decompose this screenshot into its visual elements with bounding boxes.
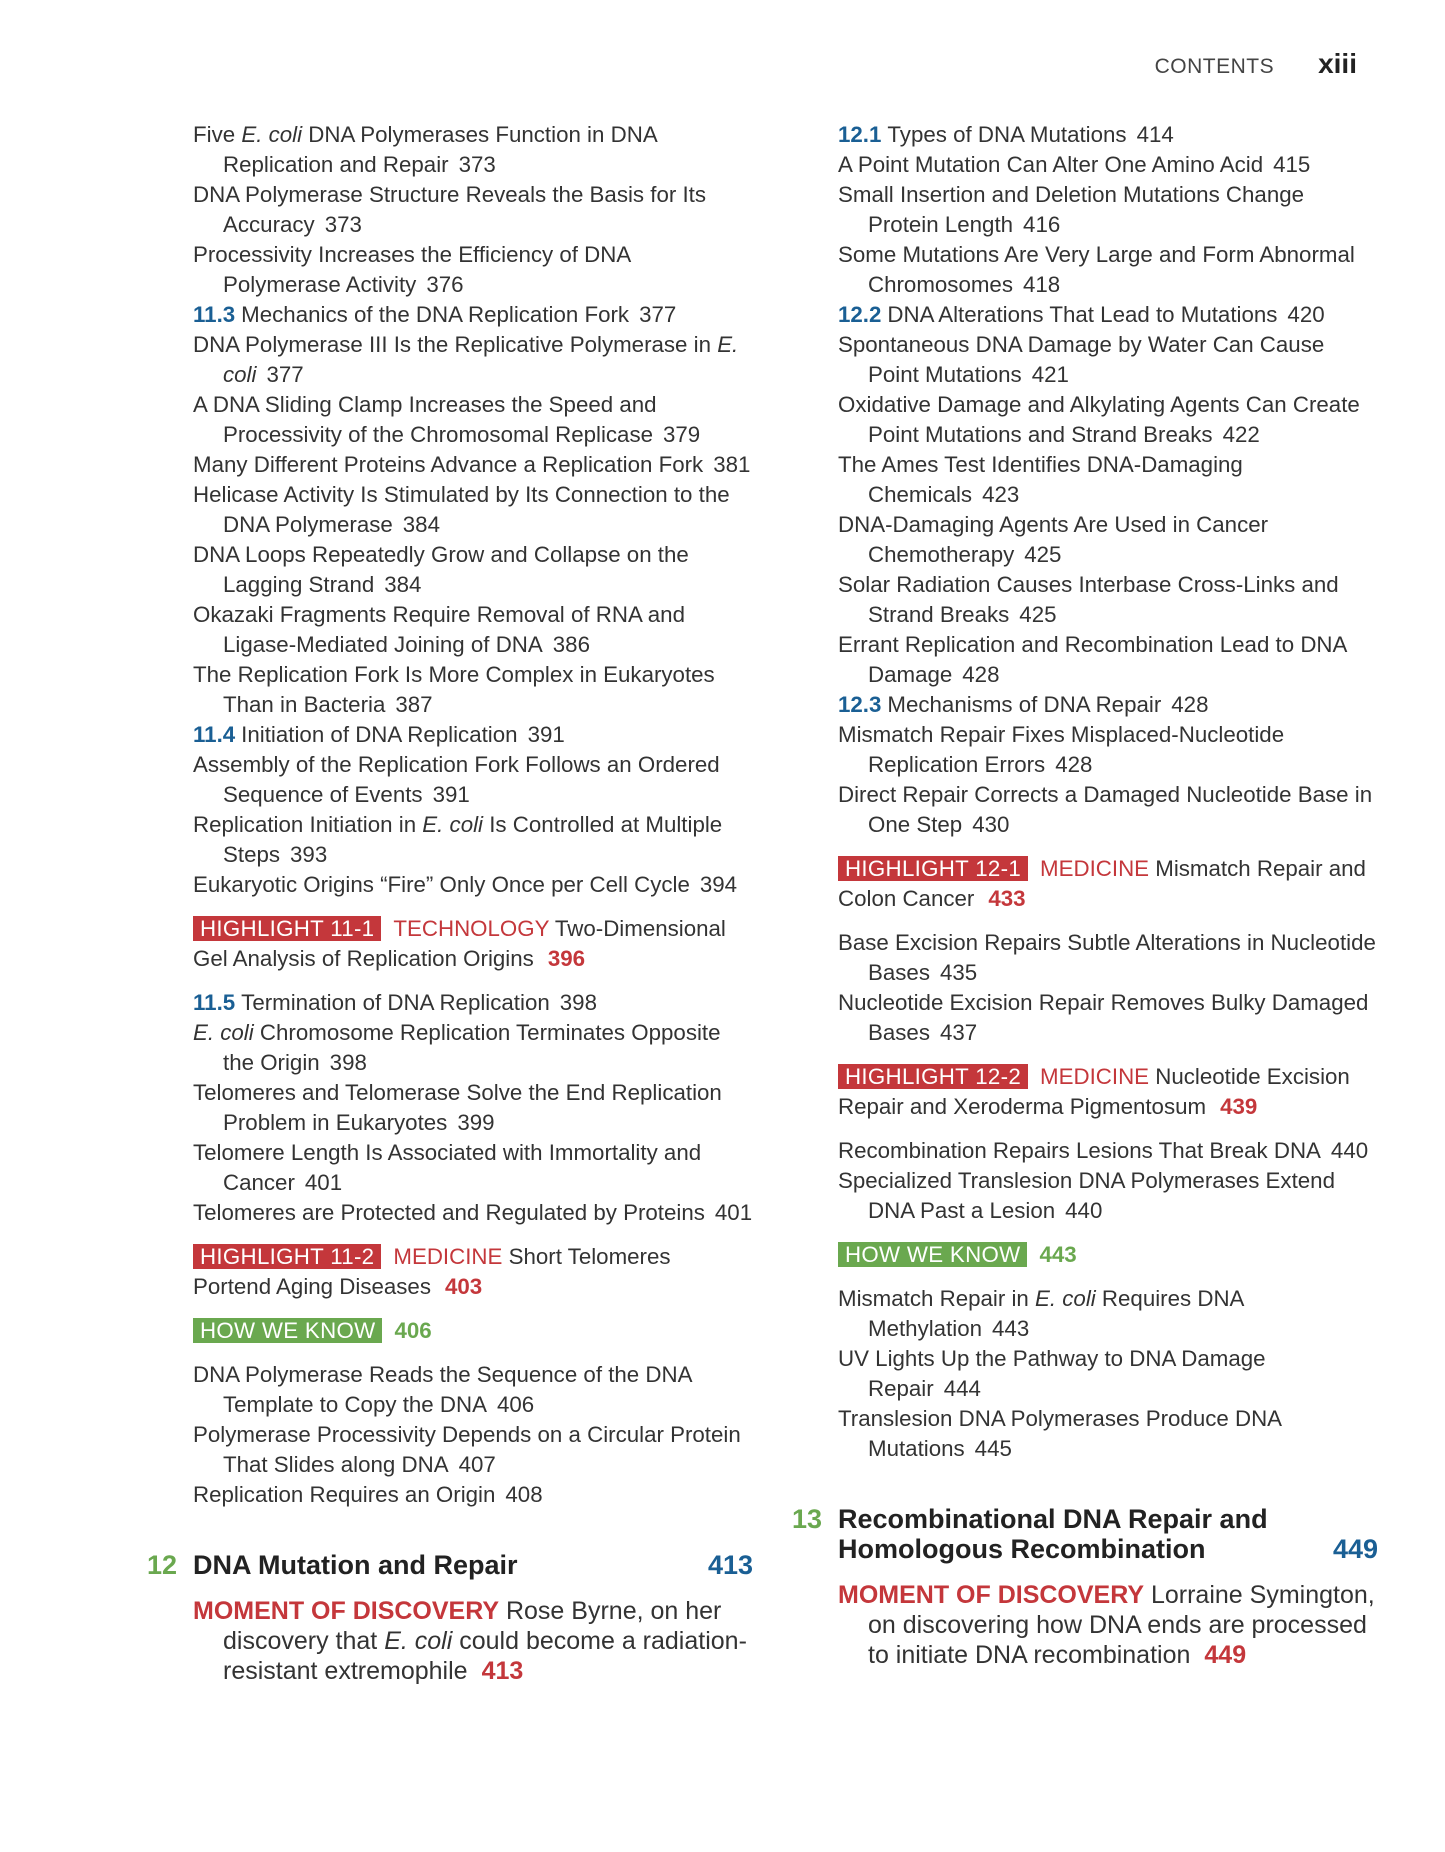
right-column	[792, 120, 1378, 1670]
entry-title-italic: E. coli	[223, 332, 739, 387]
toc-entry	[838, 928, 1378, 988]
toc-entry	[193, 1198, 753, 1228]
entry-title: The Ames Test Identifies DNA-Damaging Chemicals	[838, 452, 1243, 507]
entry-group	[838, 330, 1378, 690]
entry-page: 440	[1065, 1198, 1103, 1223]
entry-title: Replication Requires an Origin	[193, 1482, 496, 1507]
left-column	[147, 120, 753, 1686]
section-page: 391	[527, 722, 565, 747]
toc-entry	[193, 660, 753, 720]
entry-page: 444	[943, 1376, 981, 1401]
highlight-page: 439	[1220, 1094, 1258, 1119]
how-we-know-tag: HOW WE KNOW	[193, 1318, 382, 1343]
section-12-1	[838, 120, 1378, 150]
entry-title: Helicase Activity Is Stimulated by Its Connection to the DNA Polymerase	[193, 482, 730, 537]
chapter-page: 449	[1332, 1534, 1378, 1564]
section-page: 414	[1136, 122, 1174, 147]
highlight-page: 403	[444, 1274, 483, 1299]
entry-page: 428	[962, 662, 1000, 687]
chapter-number: 13	[792, 1504, 823, 1534]
entry-page: 384	[402, 512, 440, 537]
entry-title: Five	[193, 122, 242, 147]
moment-text: Rose Byrne, on her discovery that	[223, 1597, 722, 1655]
entry-title: Replication Initiation in	[193, 812, 423, 837]
entry-group	[193, 750, 753, 900]
entry-title: Errant Replication and Recombination Lead to DNA Damage	[838, 632, 1347, 687]
section-12-3	[838, 690, 1378, 720]
section-11-3	[193, 300, 753, 330]
entry-title-end: DNA Polymerases Function in DNA Replication and Repair	[223, 122, 657, 177]
toc-entry	[838, 720, 1378, 780]
section-page: 420	[1287, 302, 1325, 327]
section-title: DNA Alterations That Lead to Mutations	[887, 302, 1278, 327]
entry-page: 422	[1222, 422, 1260, 447]
toc-entry	[193, 600, 753, 660]
entry-page: 406	[496, 1392, 535, 1417]
highlight-category: MEDICINE	[393, 1244, 503, 1269]
toc-entry	[193, 240, 753, 300]
entry-page: 377	[266, 362, 304, 387]
chapter-page: 413	[707, 1550, 753, 1580]
entry-page: 440	[1330, 1138, 1369, 1163]
toc-entry	[838, 1404, 1378, 1464]
entry-page: 443	[992, 1316, 1030, 1341]
entry-title: Telomeres are Protected and Regulated by Proteins	[193, 1200, 705, 1225]
entry-title: UV Lights Up the Pathway to DNA Damage Repair	[838, 1346, 1266, 1401]
toc-entry	[838, 330, 1378, 390]
section-number: 11.4	[193, 722, 236, 747]
section-title: Termination of DNA Replication	[241, 990, 550, 1015]
section-number: 11.5	[193, 990, 236, 1015]
chapter-title: DNA Mutation and Repair	[193, 1550, 518, 1580]
section-11-5	[193, 988, 753, 1018]
highlight-11-2	[193, 1242, 753, 1302]
chapter-title: Recombinational DNA Repair and Homologous Recombination	[838, 1504, 1268, 1564]
highlight-page: 433	[988, 886, 1026, 911]
entry-title: Specialized Translesion DNA Polymerases Extend DNA Past a Lesion	[838, 1168, 1335, 1223]
entry-title: Telomeres and Telomerase Solve the End Replication Problem in Eukaryotes	[193, 1080, 722, 1135]
entry-page: 418	[1022, 272, 1061, 297]
moment-text-end: could become a radiation-resistant extremophile	[223, 1627, 747, 1685]
entry-page: 401	[714, 1200, 753, 1225]
toc-entry	[193, 330, 753, 390]
toc-entry	[838, 1166, 1378, 1226]
toc-entry	[193, 120, 753, 180]
chapter-12-heading	[147, 1550, 753, 1580]
section-title: Mechanics of the DNA Replication Fork	[241, 302, 630, 327]
entry-title-end: Requires DNA Methylation	[868, 1286, 1244, 1341]
toc-entry	[193, 870, 753, 900]
entry-title: Eukaryotic Origins “Fire” Only Once per Cell Cycle	[193, 872, 690, 897]
toc-entry	[193, 1360, 753, 1420]
entry-title: A Point Mutation Can Alter One Amino Acid	[838, 152, 1264, 177]
entry-title: Assembly of the Replication Fork Follows an Ordered Sequence of Events	[193, 752, 720, 807]
entry-page: 435	[939, 960, 978, 985]
entry-title: Processivity Increases the Efficiency of DNA Polymerase Activity	[193, 242, 631, 297]
highlight-tag: HIGHLIGHT 12-2	[838, 1064, 1028, 1089]
entry-page: 386	[552, 632, 590, 657]
entry-title: Small Insertion and Deletion Mutations Change Protein Length	[838, 182, 1305, 237]
entry-page: 425	[1019, 602, 1057, 627]
moment-page: 413	[481, 1657, 524, 1685]
entry-page: 394	[699, 872, 738, 897]
entry-page: 376	[426, 272, 464, 297]
toc-entry	[838, 510, 1378, 570]
highlight-tag: HIGHLIGHT 11-2	[193, 1244, 381, 1269]
how-we-know	[838, 1240, 1378, 1270]
section-number: 12.1	[838, 122, 882, 147]
section-page: 428	[1171, 692, 1209, 717]
highlight-category: MEDICINE	[1040, 856, 1150, 881]
highlight-category: TECHNOLOGY	[393, 916, 550, 941]
entry-page: 425	[1024, 542, 1062, 567]
entry-title: Solar Radiation Causes Interbase Cross-Links and Strand Breaks	[838, 572, 1339, 627]
entry-title: Telomere Length Is Associated with Immortality and Cancer	[193, 1140, 702, 1195]
section-title: Types of DNA Mutations	[887, 122, 1127, 147]
how-we-know-tag: HOW WE KNOW	[838, 1242, 1027, 1267]
entry-page: 428	[1055, 752, 1093, 777]
highlight-tag: HIGHLIGHT 11-1	[193, 916, 381, 941]
toc-entry	[838, 180, 1378, 240]
section-number: 11.3	[193, 302, 236, 327]
entry-page: 384	[384, 572, 422, 597]
toc-entry	[193, 1480, 753, 1510]
how-we-know-page: 443	[1039, 1242, 1077, 1267]
moment-label: MOMENT OF DISCOVERY	[838, 1581, 1145, 1609]
entry-title-italic: E. coli	[193, 1020, 254, 1045]
how-we-know	[193, 1316, 753, 1346]
moment-italic: E. coli	[384, 1627, 453, 1655]
moment-of-discovery	[838, 1580, 1378, 1670]
entry-page: 445	[974, 1436, 1012, 1461]
toc-entry	[193, 750, 753, 810]
entry-page: 430	[972, 812, 1010, 837]
toc-entry	[838, 1344, 1378, 1404]
highlight-title: Mismatch Repair and Colon Cancer	[838, 856, 1366, 911]
moment-label: MOMENT OF DISCOVERY	[193, 1597, 500, 1625]
entry-title: Mismatch Repair in	[838, 1286, 1036, 1311]
entry-title-end: Chromosome Replication Terminates Opposite the Origin	[223, 1020, 721, 1075]
entry-group	[838, 928, 1378, 1048]
chapter-number: 12	[147, 1550, 178, 1580]
highlight-12-1	[838, 854, 1378, 914]
entry-title: Nucleotide Excision Repair Removes Bulky Damaged Bases	[838, 990, 1369, 1045]
highlight-title: Short Telomeres Portend Aging Diseases	[193, 1244, 671, 1299]
toc-entry	[193, 480, 753, 540]
entry-page: 393	[290, 842, 328, 867]
toc-entry	[838, 240, 1378, 300]
entry-group	[193, 1018, 753, 1228]
how-we-know-page: 406	[394, 1318, 432, 1343]
page-number: xiii	[1318, 48, 1357, 79]
highlight-category: MEDICINE	[1040, 1064, 1150, 1089]
entry-group	[838, 1136, 1378, 1226]
entry-page: 415	[1273, 152, 1311, 177]
entry-title: Recombination Repairs Lesions That Break DNA	[838, 1138, 1321, 1163]
section-page: 398	[559, 990, 597, 1015]
toc-entry	[838, 570, 1378, 630]
section-title: Initiation of DNA Replication	[241, 722, 518, 747]
entry-group	[193, 330, 753, 720]
entry-title-end: Is Controlled at Multiple Steps	[223, 812, 723, 867]
entry-title: DNA-Damaging Agents Are Used in Cancer Chemotherapy	[838, 512, 1269, 567]
header-label: CONTENTS	[1154, 55, 1275, 78]
toc-entry	[193, 810, 753, 870]
entry-group	[838, 720, 1378, 840]
toc-entry	[838, 630, 1378, 690]
entry-title: DNA Polymerase Structure Reveals the Basis for Its Accuracy	[193, 182, 707, 237]
entry-group	[193, 120, 753, 300]
moment-of-discovery	[193, 1596, 753, 1686]
toc-entry	[193, 1078, 753, 1138]
entry-page: 373	[324, 212, 362, 237]
toc-entry	[193, 180, 753, 240]
section-title: Mechanisms of DNA Repair	[887, 692, 1162, 717]
running-header	[1155, 48, 1357, 80]
entry-group	[193, 1360, 753, 1510]
highlight-tag: HIGHLIGHT 12-1	[838, 856, 1028, 881]
entry-title: Many Different Proteins Advance a Replication Fork	[193, 452, 704, 477]
entry-title: DNA Loops Repeatedly Grow and Collapse on the Lagging Strand	[193, 542, 689, 597]
entry-title: DNA Polymerase III Is the Replicative Polymerase in	[193, 332, 718, 357]
entry-page: 387	[395, 692, 433, 717]
entry-group	[838, 150, 1378, 300]
entry-page: 408	[505, 1482, 543, 1507]
entry-group	[838, 1284, 1378, 1464]
entry-title: Oxidative Damage and Alkylating Agents Can Create Point Mutations and Strand Breaks	[838, 392, 1360, 447]
entry-title-italic: E. coli	[1035, 1286, 1096, 1311]
toc-entry	[838, 450, 1378, 510]
entry-page: 381	[713, 452, 751, 477]
toc-entry	[838, 1136, 1378, 1166]
entry-title-italic: E. coli	[241, 122, 303, 147]
toc-entry	[838, 150, 1378, 180]
entry-title: Mismatch Repair Fixes Misplaced-Nucleotide Replication Errors	[838, 722, 1285, 777]
highlight-12-2	[838, 1062, 1378, 1122]
entry-page: 391	[432, 782, 470, 807]
chapter-13-heading	[792, 1504, 1378, 1564]
section-number: 12.2	[838, 302, 882, 327]
moment-text: Lorraine Symington, on discovering how DNA ends are processed to initiate DNA recombination	[868, 1581, 1375, 1669]
toc-entry	[838, 390, 1378, 450]
toc-entry	[838, 988, 1378, 1048]
entry-page: 399	[457, 1110, 495, 1135]
entry-title: Direct Repair Corrects a Damaged Nucleotide Base in One Step	[838, 782, 1373, 837]
entry-page: 423	[982, 482, 1020, 507]
highlight-title: Two-Dimensional Gel Analysis of Replication Origins	[193, 916, 726, 971]
entry-title: Spontaneous DNA Damage by Water Can Cause Point Mutations	[838, 332, 1325, 387]
entry-title: Polymerase Processivity Depends on a Circular Protein That Slides along DNA	[193, 1422, 741, 1477]
highlight-page: 396	[547, 946, 586, 971]
toc-entry	[193, 450, 753, 480]
toc-entry	[193, 390, 753, 450]
entry-page: 421	[1031, 362, 1069, 387]
entry-title: Base Excision Repairs Subtle Alterations in Nucleotide Bases	[838, 930, 1376, 985]
entry-page: 373	[458, 152, 496, 177]
entry-page: 401	[304, 1170, 343, 1195]
entry-title: DNA Polymerase Reads the Sequence of the DNA Template to Copy the DNA	[193, 1362, 692, 1417]
toc-entry	[838, 1284, 1378, 1344]
section-11-4	[193, 720, 753, 750]
entry-page: 437	[939, 1020, 978, 1045]
toc-entry	[193, 540, 753, 600]
entry-page: 379	[663, 422, 701, 447]
entry-title: A DNA Sliding Clamp Increases the Speed and Processivity of the Chromosomal Replicase	[193, 392, 657, 447]
entry-title-italic: E. coli	[422, 812, 484, 837]
highlight-title: Nucleotide Excision Repair and Xeroderma Pigmentosum	[838, 1064, 1350, 1119]
entry-title: Some Mutations Are Very Large and Form Abnormal Chromosomes	[838, 242, 1355, 297]
toc-entry	[838, 780, 1378, 840]
entry-title: The Replication Fork Is More Complex in Eukaryotes Than in Bacteria	[193, 662, 715, 717]
toc-entry	[193, 1420, 753, 1480]
moment-page: 449	[1204, 1641, 1247, 1669]
entry-page: 407	[458, 1452, 496, 1477]
toc-entry	[193, 1138, 753, 1198]
section-page: 377	[639, 302, 677, 327]
entry-title: Okazaki Fragments Require Removal of RNA and Ligase-Mediated Joining of DNA	[193, 602, 685, 657]
section-12-2	[838, 300, 1378, 330]
section-number: 12.3	[838, 692, 882, 717]
entry-title: Translesion DNA Polymerases Produce DNA Mutations	[838, 1406, 1281, 1461]
highlight-11-1	[193, 914, 753, 974]
entry-page: 416	[1023, 212, 1061, 237]
entry-page: 398	[329, 1050, 367, 1075]
toc-entry	[193, 1018, 753, 1078]
